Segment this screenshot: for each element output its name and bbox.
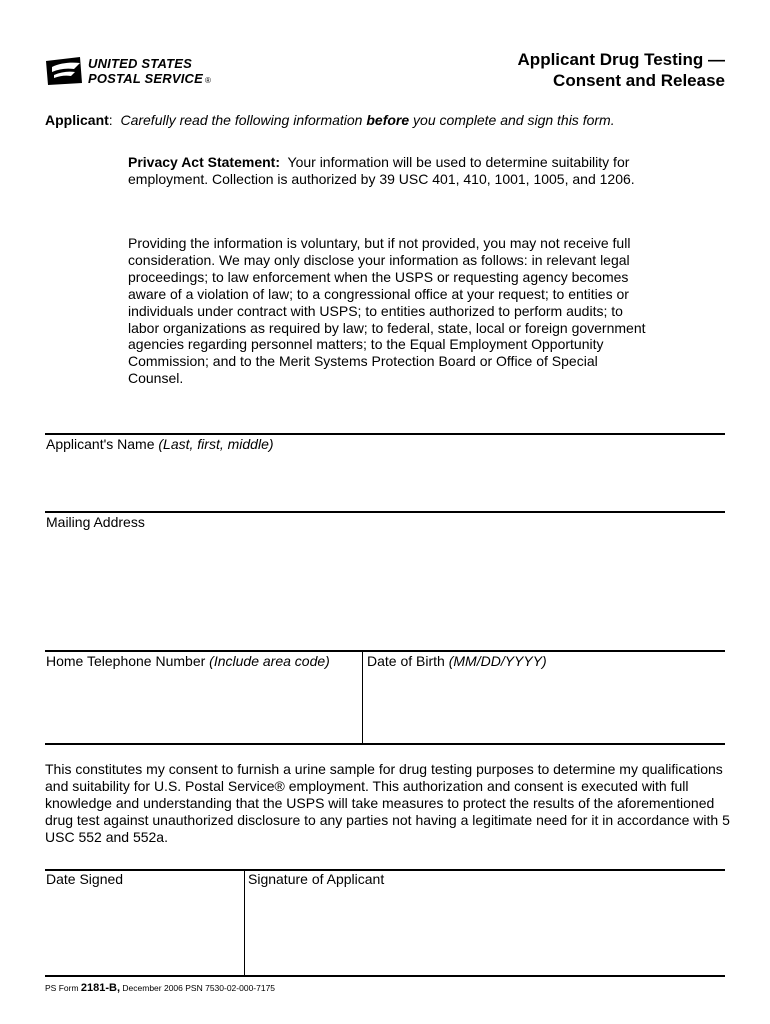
address-field-top-rule xyxy=(45,511,725,513)
instruction-text-after: you complete and sign this form. xyxy=(409,112,615,128)
signature-bottom-rule xyxy=(45,975,725,977)
applicant-name-label: Applicant's Name (Last, first, middle) xyxy=(46,436,274,452)
form-title-line2: Consent and Release xyxy=(553,71,725,90)
eagle-logo-icon xyxy=(44,55,84,87)
date-signed-label: Date Signed xyxy=(46,871,124,887)
phone-dob-bottom-rule xyxy=(45,743,725,745)
applicant-name-field[interactable] xyxy=(45,455,725,510)
mailing-address-field[interactable] xyxy=(45,533,725,649)
consent-statement: This constitutes my consent to furnish a urine sample for drug testing purposes to determine my qualifications and suitability for U.S. Postal Service® employment. This authorization and consent is executed with full knowledge and understanding that the USPS will take measures to protect the results of the aforementioned drug test against unauthorized disclosure to any parties not having a legitimate need for it in accordance with 5 USC 552 and 552a. xyxy=(45,761,730,845)
date-of-birth-hint: (MM/DD/YYYY) xyxy=(448,653,547,669)
form-title-line1: Applicant Drug Testing — xyxy=(517,50,725,69)
privacy-disclosure-paragraph: Providing the information is voluntary, but if not provided, you may not receive full consideration. We may only disclose your information as follows: in relevant legal proceedings; to law enforcement when the USPS or requesting agency becomes aware of a violation of law; to a congressional office at your request; to entities or individuals under contract with USPS; to entities authorized to perform audits; to labor organizations as required by law; to federal, state, local or foreign government agencies regarding personnel matters; to the Equal Employment Opportunity Commission; and to the Merit Systems Protection Board or Office of Special Counsel. xyxy=(128,235,646,387)
form-number: 2181-B, xyxy=(80,982,121,994)
phone-dob-top-rule xyxy=(45,650,725,652)
usps-logo xyxy=(44,53,214,91)
phone-dob-divider xyxy=(362,651,363,744)
logo-text-line1: UNITED STATES xyxy=(88,56,192,71)
home-telephone-label: Home Telephone Number (Include area code) xyxy=(46,653,330,669)
date-of-birth-label: Date of Birth (MM/DD/YYYY) xyxy=(367,653,547,669)
consent-registered-mark: ® xyxy=(274,778,285,794)
form-footer xyxy=(45,982,275,994)
signature-field[interactable] xyxy=(246,890,725,974)
signature-top-rule xyxy=(45,869,725,871)
privacy-act-statement xyxy=(128,154,648,188)
signature-label: Signature of Applicant xyxy=(248,871,385,887)
instruction-emphasis: before xyxy=(366,112,410,128)
applicant-instruction: Applicant: Carefully read the following information before you complete and sign this form. xyxy=(45,112,615,128)
home-telephone-hint: (Include area code) xyxy=(209,653,330,669)
date-of-birth-field[interactable] xyxy=(364,672,725,742)
applicant-name-hint: (Last, first, middle) xyxy=(158,436,274,452)
form-title xyxy=(518,49,725,91)
home-telephone-field[interactable] xyxy=(45,672,361,742)
registered-mark: ® xyxy=(205,76,212,85)
instruction-label: Applicant xyxy=(45,112,109,128)
logo-text-line2: POSTAL SERVICE ® xyxy=(88,71,212,86)
footer-edition: December 2006 PSN 7530-02-000-7175 xyxy=(120,983,276,993)
instruction-text-before: Carefully read the following information xyxy=(120,112,367,128)
date-signed-field[interactable] xyxy=(45,890,243,974)
mailing-address-label: Mailing Address xyxy=(46,514,145,530)
privacy-act-text: Your information will be used to determine suitability for employment. Collection is authorized by 39 USC 401, 410, 1001, 1005, and 1206. xyxy=(128,154,635,187)
name-field-top-rule xyxy=(45,433,725,435)
signature-divider xyxy=(244,870,245,976)
footer-prefix: PS Form xyxy=(45,983,81,993)
privacy-act-heading: Privacy Act Statement: xyxy=(128,154,280,170)
